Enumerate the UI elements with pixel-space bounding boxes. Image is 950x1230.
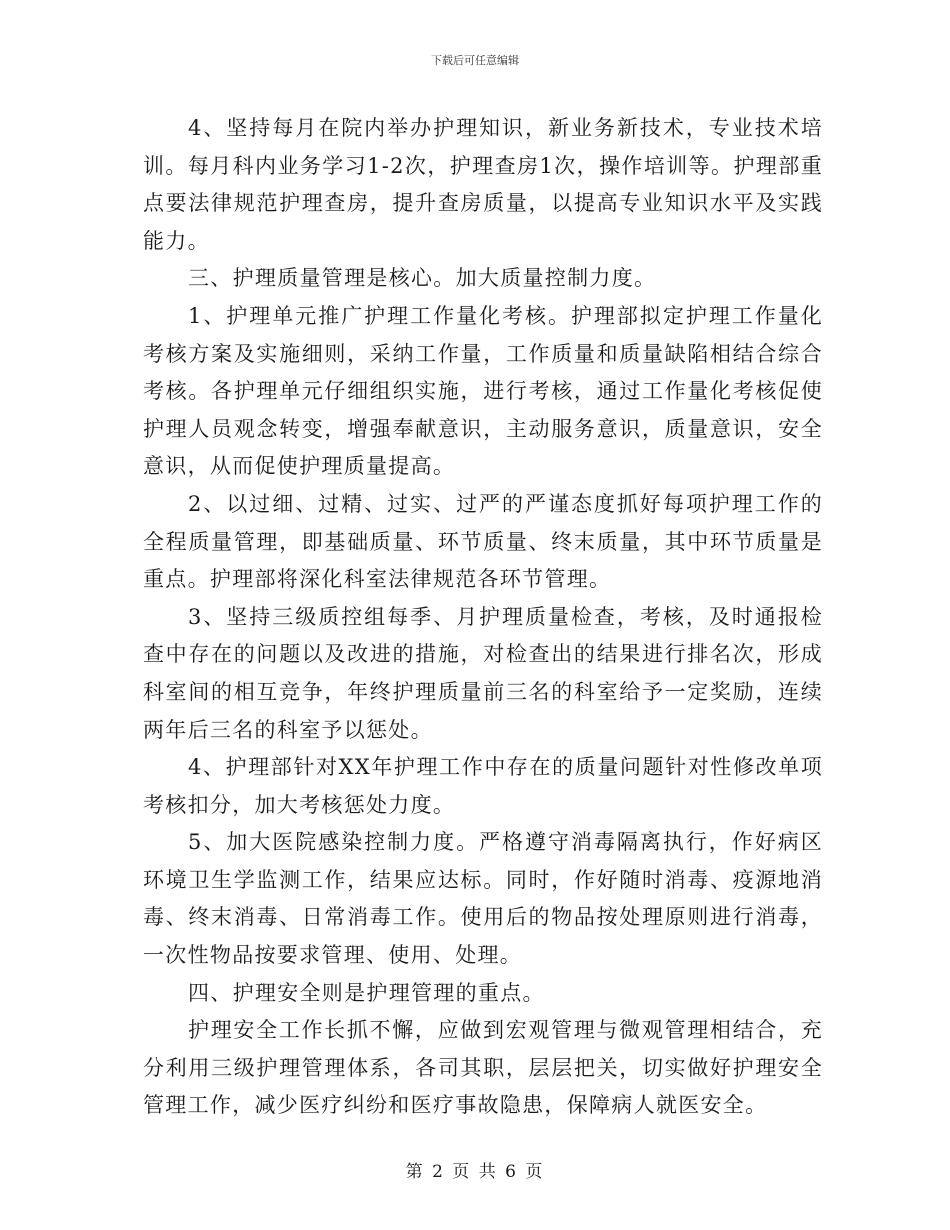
section-heading-quality: 三、护理质量管理是核心。加大质量控制力度。 <box>188 266 657 291</box>
paragraph-safety-work: 护理安全工作长抓不懈，应做到宏观管理与微观管理相结合，充分利用三级护理管理体系，各司其职，层层把关，切实做好护理安全管理工作，减少医疗纠纷和医疗事故隐患，保障病人就医安全。 <box>143 1018 823 1118</box>
paragraph-training: 4、坚持每月在院内举办护理知识，新业务新技术，专业技术培训。每月科内业务学习1-2次，护理查房1次，操作培训等。护理部重点要法律规范护理查房，提升查房质量，以提高专业知识水平及实践能力。 <box>143 116 823 253</box>
document-body <box>143 110 823 1125</box>
page-number: 第 2 页 共 6 页 <box>405 1162 545 1182</box>
paragraph-three-level-control: 3、坚持三级质控组每季、月护理质量检查，考核，及时通报检查中存在的问题以及改进的措施，对检查出的结果进行排名次，形成科室间的相互竞争，年终护理质量前三名的科室给予一定奖励，连续两年后三名的科室予以惩处。 <box>143 604 823 742</box>
section-heading-safety: 四、护理安全则是护理管理的重点。 <box>188 980 545 1005</box>
paragraph-targeted-assessment: 4、护理部针对XX年护理工作中存在的质量问题针对性修改单项考核扣分，加大考核惩处力度。 <box>143 755 823 817</box>
paragraph-process-quality: 2、以过细、过精、过实、过严的严谨态度抓好每项护理工作的全程质量管理，即基础质量、环节质量、终末质量，其中环节质量是重点。护理部将深化科室法律规范各环节管理。 <box>143 491 823 592</box>
paragraph-quantified-assessment: 1、护理单元推广护理工作量化考核。护理部拟定护理工作量化考核方案及实施细则，采纳工作量，工作质量和质量缺陷相结合综合考核。各护理单元仔细组织实施，进行考核，通过工作量化考核促使护理人员观念转变，增强奉献意识，主动服务意识，质量意识，安全意识，从而促使护理质量提高。 <box>143 303 823 479</box>
paragraph-infection-control: 5、加大医院感染控制力度。严格遵守消毒隔离执行，作好病区环境卫生学监测工作，结果应达标。同时，作好随时消毒、疫源地消毒、终末消毒、日常消毒工作。使用后的物品按处理原则进行消毒，一次性物品按要求管理、使用、处理。 <box>143 830 823 968</box>
page-header: 下载后可任意编辑 <box>431 54 519 67</box>
